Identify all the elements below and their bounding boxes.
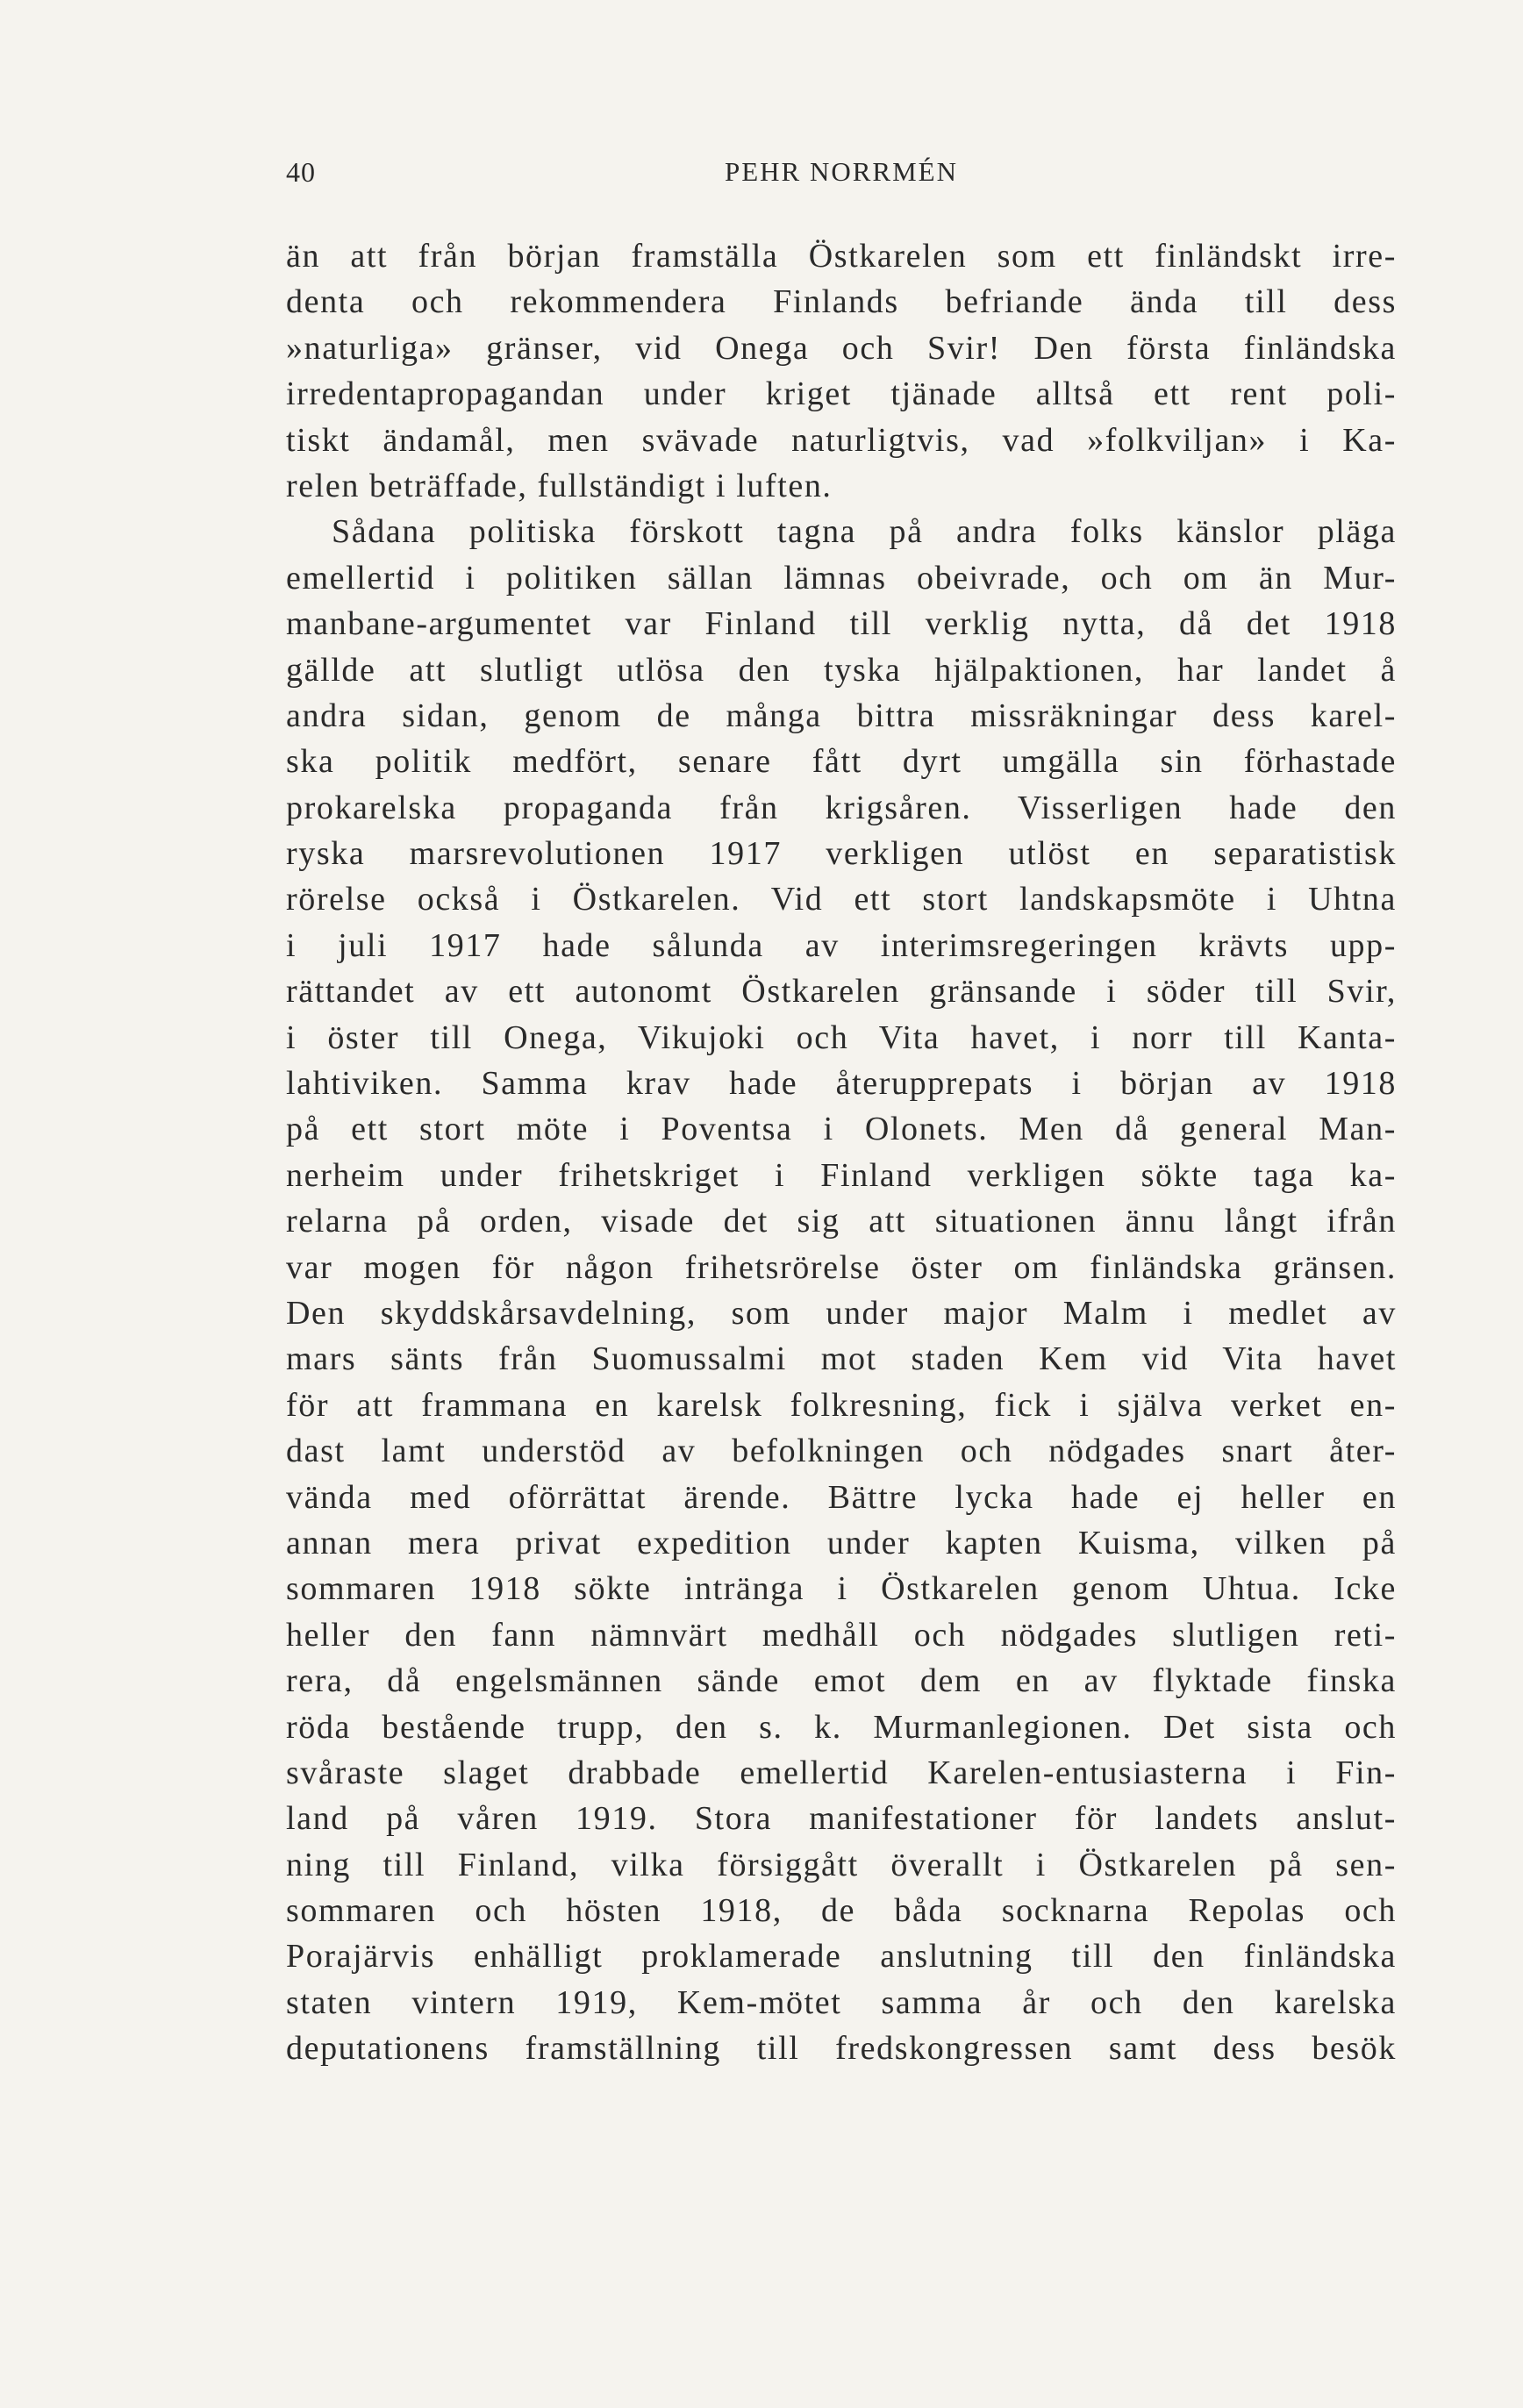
text-line: i öster till Onega, Vikujoki och Vita havet, i norr till Kanta-	[286, 1018, 1397, 1056]
body-text	[286, 233, 1397, 2072]
page-header	[286, 156, 1397, 200]
text-line: sommaren 1918 sökte intränga i Östkarelen genom Uhtua. Icke	[286, 1570, 1397, 1608]
text-line: rera, då engelsmännen sände emot dem en av flyktade finska	[286, 1662, 1397, 1700]
text-line: Den skyddskårsavdelning, som under major Malm i medlet av	[286, 1294, 1397, 1332]
text-line: manbane-argumentet var Finland till verklig nytta, då det 1918	[286, 605, 1397, 643]
text-line: rättandet av ett autonomt Östkarelen gränsande i söder till Svir,	[286, 973, 1397, 1011]
text-line: gällde att slutligt utlösa den tyska hjälpaktionen, har landet å	[286, 651, 1397, 689]
text-line: ska politik medfört, senare fått dyrt umgälla sin förhastade	[286, 743, 1397, 781]
text-line: tiskt ändamål, men svävade naturligtvis, vad »folkviljan» i Ka-	[286, 421, 1397, 459]
text-line: emellertid i politiken sällan lämnas obeivrade, och om än Mur-	[286, 559, 1397, 597]
text-line: denta och rekommendera Finlands befriande ända till dess	[286, 283, 1397, 321]
text-line: relen beträffade, fullständigt i luften.	[286, 467, 833, 504]
text-line: annan mera privat expedition under kapten Kuisma, vilken på	[286, 1524, 1397, 1561]
text-line: än att från början framställa Östkarelen som ett finländskt irre-	[286, 238, 1397, 275]
page-number: 40	[286, 156, 316, 188]
text-line: ryska marsrevolutionen 1917 verkligen utlöst en separatistisk	[286, 835, 1397, 873]
text-line: nerheim under frihetskriget i Finland verkligen sökte taga ka-	[286, 1156, 1397, 1194]
text-line: Sådana politiska förskott tagna på andra folks känslor pläga	[332, 513, 1397, 551]
text-line: staten vintern 1919, Kem-mötet samma år och den karelska	[286, 1983, 1397, 2021]
text-line: irredentapropagandan under kriget tjänade alltså ett rent poli-	[286, 375, 1397, 413]
text-line: svåraste slaget drabbade emellertid Karelen-entusiasterna i Fin-	[286, 1754, 1397, 1791]
text-line: var mogen för någon frihetsrörelse öster om finländska gränsen.	[286, 1248, 1397, 1286]
text-line: i juli 1917 hade sålunda av interimsregeringen krävts upp-	[286, 926, 1397, 964]
text-line: deputationens framställning till fredskongressen samt dess besök	[286, 2030, 1397, 2068]
text-line: Porajärvis enhälligt proklamerade anslutning till den finländska	[286, 1938, 1397, 1976]
text-line: land på våren 1919. Stora manifestationer för landets anslut-	[286, 1800, 1397, 1838]
text-line: lahtiviken. Samma krav hade återupprepats i början av 1918	[286, 1065, 1397, 1103]
text-line: för att frammana en karelsk folkresning, fick i själva verket en-	[286, 1386, 1397, 1424]
running-head: PEHR NORRMÉN	[724, 156, 958, 187]
text-line: på ett stort möte i Poventsa i Olonets. Men då general Man-	[286, 1111, 1397, 1148]
text-line: ning till Finland, vilka försiggått överallt i Östkarelen på sen-	[286, 1846, 1397, 1883]
text-line: mars sänts från Suomussalmi mot staden Kem vid Vita havet	[286, 1340, 1397, 1378]
text-line: prokarelska propaganda från krigsåren. Visserligen hade den	[286, 789, 1397, 826]
text-line: rörelse också i Östkarelen. Vid ett stort landskapsmöte i Uhtna	[286, 881, 1397, 918]
text-line: vända med oförrättat ärende. Bättre lycka hade ej heller en	[286, 1478, 1397, 1516]
text-line: heller den fann nämnvärt medhåll och nödgades slutligen reti-	[286, 1616, 1397, 1654]
text-line: relarna på orden, visade det sig att situationen ännu långt ifrån	[286, 1203, 1397, 1240]
text-line: röda bestående trupp, den s. k. Murmanlegionen. Det sista och	[286, 1708, 1397, 1746]
text-line: »naturliga» gränser, vid Onega och Svir! Den första finländska	[286, 329, 1397, 367]
text-line: dast lamt understöd av befolkningen och nödgades snart åter-	[286, 1433, 1397, 1470]
text-line: andra sidan, genom de många bittra missräkningar dess karel-	[286, 697, 1397, 734]
text-line: sommaren och hösten 1918, de båda socknarna Repolas och	[286, 1892, 1397, 1930]
